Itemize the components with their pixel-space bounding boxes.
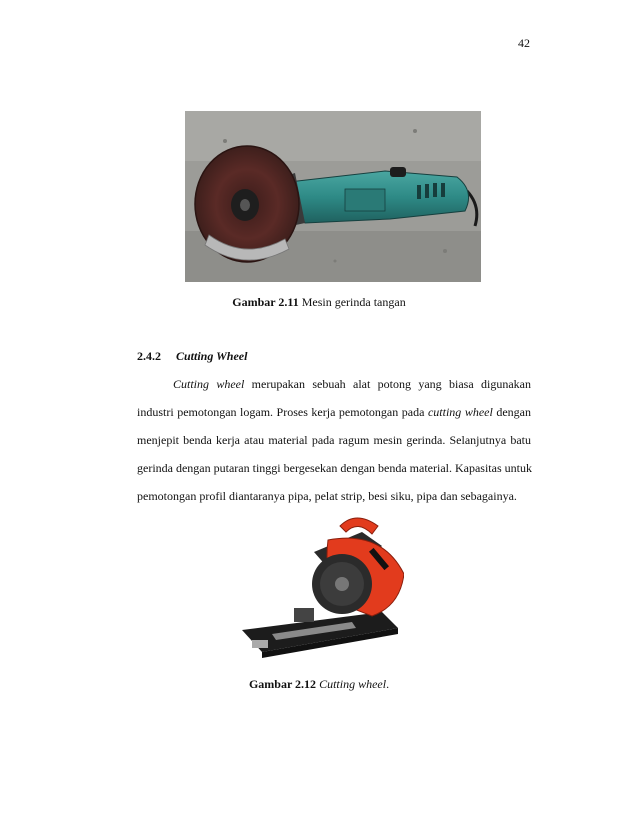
section-title: Cutting Wheel [176,349,248,363]
figure-caption [0,295,638,310]
text-span: dengan [492,405,532,419]
figure-label: Gambar 2.11 [232,295,299,309]
paragraph-line [137,398,531,426]
paragraph-line [137,370,531,398]
figure-label: Gambar 2.12 [248,677,317,691]
paragraph-line: pemotongan profil diantaranya pipa, pelat strip, besi siku, pipa dan sebagainya. [137,489,517,503]
figure-caption [0,677,638,692]
section-heading [137,349,247,364]
text-span: merupakan sebuah alat potong yang biasa digunakan [244,377,531,391]
cutting-wheel-machine-photo [232,512,404,662]
italic-term: Cutting wheel [173,377,245,391]
angle-grinder-photo [185,111,481,282]
text-span: industri pemotongan logam. Proses kerja pemotongan pada [137,405,428,419]
paragraph-line: menjepit benda kerja atau material pada ragum mesin gerinda. Selanjutnya batu [137,433,531,447]
caption-trailing: . [386,677,390,691]
paragraph-line: gerinda dengan putaran tinggi bergesekan dengan benda material. Kapasitas untuk [137,461,532,475]
section-number: 2.4.2 [137,349,161,363]
figure-caption-text: Cutting wheel [319,677,387,691]
body-paragraph [137,370,531,510]
italic-term: cutting wheel [427,405,493,419]
figure-caption-text: Mesin gerinda tangan [301,295,406,309]
page-number: 42 [518,36,530,50]
